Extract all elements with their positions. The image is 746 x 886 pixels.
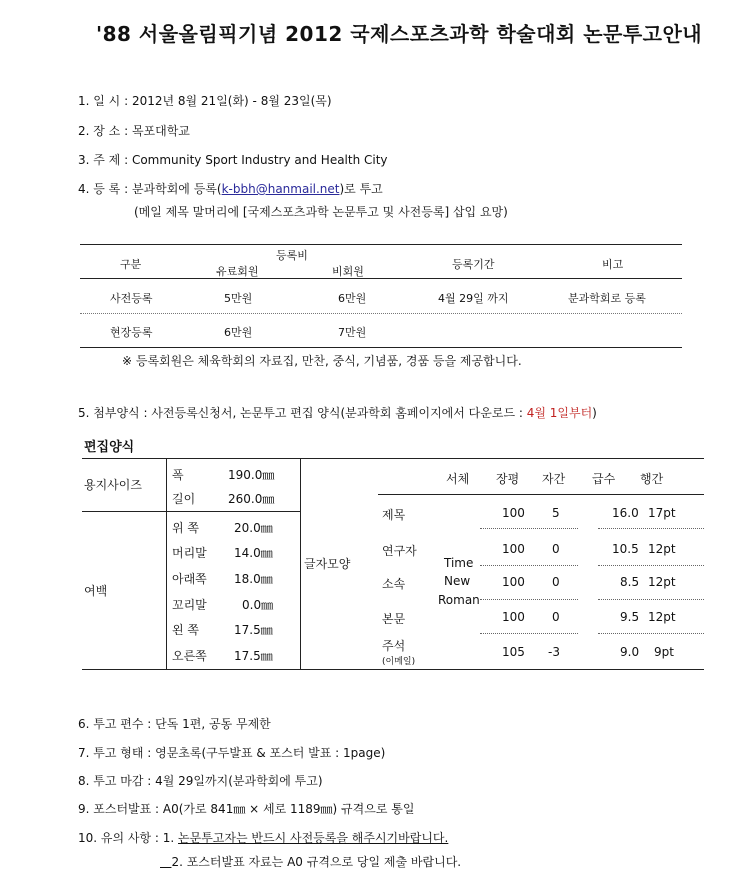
col-font: 서체 [446, 472, 470, 486]
row2-paid: 6만원 [224, 326, 253, 339]
header-paid-member: 유료회원 [216, 265, 259, 278]
row-author-jangpyeong: 100 [502, 542, 525, 556]
format-table [82, 458, 704, 670]
attachments-text: 5. 첨부양식 : 사전등록신청서, 논문투고 편집 양식(분과학회 홈페이지에서 다운로드 : [78, 406, 527, 420]
width-label: 폭 [172, 468, 184, 482]
margin-top-label: 위 쪽 [172, 521, 199, 535]
format-bottom-border [82, 669, 704, 670]
width-value: 190.0㎜ [228, 468, 275, 482]
page-title: '88 서울올림픽기념 2012 국제스포츠과학 학술대회 논문투고안내 [96, 22, 703, 46]
font-row-divider [598, 528, 704, 529]
font-row-divider [480, 565, 578, 566]
item-poster: 9. 포스터발표 : A0(가로 841㎜ × 세로 1189㎜) 규격으로 통일 [78, 802, 415, 816]
row-title-jangpyeong: 100 [502, 506, 525, 520]
font-row-divider [480, 599, 578, 600]
row-footnote-name: 주석 [382, 639, 406, 653]
margin-bottom-label: 아래쪽 [172, 572, 207, 586]
row1-remarks: 분과학회로 등록 [568, 292, 646, 305]
font-name-new: New [444, 574, 471, 588]
font-name-roman: Roman [438, 593, 480, 607]
row-title-spacing: 5 [552, 506, 560, 520]
attachments-suffix: ) [592, 406, 597, 420]
row-title-line: 17pt [648, 506, 676, 520]
format-title: 편집양식 [84, 440, 135, 455]
margin-bottom-value: 18.0㎜ [234, 572, 273, 586]
row-affiliation-line: 12pt [648, 575, 676, 589]
paper-margin-border [82, 511, 300, 512]
table-row-divider [80, 313, 682, 314]
length-value: 260.0㎜ [228, 492, 275, 506]
row1-category: 사전등록 [110, 292, 153, 305]
theme-label: 3. 주 제 : [78, 153, 132, 167]
info-place [78, 122, 190, 139]
row-body-spacing: 0 [552, 610, 560, 624]
header-non-member: 비회원 [332, 265, 364, 278]
row-title-name: 제목 [382, 508, 406, 522]
font-row-divider [480, 633, 578, 634]
paper-size-label: 용지사이즈 [84, 478, 142, 492]
format-divider-mid [300, 458, 301, 669]
row-footnote-jangpyeong: 105 [502, 645, 525, 659]
margin-header-label: 머리말 [172, 546, 207, 560]
row-body-name: 본문 [382, 612, 406, 626]
item-submission-type: 7. 투고 형태 : 영문초록(구두발표 & 포스터 발표 : 1page) [78, 746, 386, 760]
row2-category: 현장등록 [110, 326, 153, 339]
download-date: 4월 1일부터 [526, 406, 593, 420]
margin-header-value: 14.0㎜ [234, 546, 273, 560]
place-value: 목포대학교 [131, 124, 190, 138]
item-submission-deadline: 8. 투고 마감 : 4월 29일까지(분과학회에 투고) [78, 774, 323, 788]
col-spacing: 자간 [542, 472, 566, 486]
notes-label: 10. 유의 사항 : [78, 831, 163, 845]
info-registration [78, 180, 383, 197]
font-shape-label: 글자모양 [304, 557, 351, 571]
col-jangpyeong: 장평 [496, 472, 520, 486]
row-author-size: 10.5 [612, 542, 639, 556]
reg-prefix: 분과학회에 등록( [131, 182, 222, 196]
format-divider-left [166, 458, 167, 669]
row-footnote-spacing: -3 [548, 645, 560, 659]
col-line: 행간 [640, 472, 664, 486]
reg-suffix: )로 투고 [339, 182, 383, 196]
row-body-size: 9.5 [620, 610, 640, 624]
row-affiliation-spacing: 0 [552, 575, 560, 589]
row-footnote-line: 9pt [654, 645, 674, 659]
margin-left-label: 왼 쪽 [172, 623, 199, 637]
row-footnote-note: (이메일) [382, 657, 416, 667]
row-body-jangpyeong: 100 [502, 610, 525, 624]
row-body-line: 12pt [648, 610, 676, 624]
row-footnote-size: 9.0 [620, 645, 640, 659]
row2-non: 7만원 [338, 326, 367, 339]
date-label: 1. 일 시 : [78, 94, 132, 108]
row1-period: 4월 29일 까지 [438, 292, 509, 305]
item-attachments [78, 404, 597, 421]
margin-right-value: 17.5㎜ [234, 649, 273, 663]
font-header-border [378, 494, 704, 495]
row-author-name: 연구자 [382, 544, 417, 558]
font-name-time: Time [444, 556, 474, 570]
margin-right-label: 오른쪽 [172, 649, 207, 663]
header-fee: 등록비 [276, 249, 308, 262]
header-remarks: 비고 [602, 258, 624, 271]
date-value: 2012년 8월 21일(화) - 8월 23일(목) [131, 94, 332, 108]
row1-paid: 5만원 [224, 292, 253, 305]
info-theme [78, 151, 388, 168]
note-2-indent [160, 855, 171, 869]
header-period: 등록기간 [452, 258, 495, 271]
table-bottom-border [80, 347, 682, 348]
note-1-text: 논문투고자는 반드시 사전등록을 해주시기바랍니다. [178, 831, 449, 845]
row-author-line: 12pt [648, 542, 676, 556]
info-date [78, 92, 332, 109]
item-notes [78, 829, 448, 846]
note-1-number: 1. [162, 831, 179, 845]
format-top-border [82, 458, 704, 459]
item-note-2 [160, 853, 461, 870]
item-submission-count: 6. 투고 편수 : 단독 1편, 공동 무제한 [78, 717, 271, 731]
row-affiliation-jangpyeong: 100 [502, 575, 525, 589]
row-affiliation-size: 8.5 [620, 575, 640, 589]
table-top-border [80, 244, 682, 245]
font-row-divider [598, 633, 704, 634]
font-row-divider [480, 528, 578, 529]
table-header-border [80, 278, 682, 279]
margin-footer-value: 0.0㎜ [242, 598, 274, 612]
font-row-divider [598, 565, 704, 566]
row1-non: 6만원 [338, 292, 367, 305]
row-author-spacing: 0 [552, 542, 560, 556]
note-2-text: 2. 포스터발표 자료는 A0 규격으로 당일 제출 바랍니다. [171, 855, 462, 869]
col-size: 급수 [592, 472, 616, 486]
row-affiliation-name: 소속 [382, 577, 406, 591]
margin-left-value: 17.5㎜ [234, 623, 273, 637]
margin-footer-label: 꼬리말 [172, 598, 207, 612]
font-row-divider [598, 599, 704, 600]
registration-note: ※ 등록회원은 체육학회의 자료집, 만찬, 중식, 기념품, 경품 등을 제공합니다. [122, 354, 522, 368]
email-link[interactable]: k-bbh@hanmail.net [221, 182, 340, 196]
length-label: 길이 [172, 492, 196, 506]
place-label: 2. 장 소 : [78, 124, 132, 138]
row-title-size: 16.0 [612, 506, 639, 520]
reg-label: 4. 등 록 : [78, 182, 132, 196]
margin-label: 여백 [84, 584, 108, 598]
theme-value: Community Sport Industry and Health City [131, 153, 388, 167]
reg-subnote: (메일 제목 말머리에 [국제스포츠과학 논문투고 및 사전등록] 삽입 요망) [134, 205, 508, 219]
registration-table [80, 244, 682, 348]
margin-top-value: 20.0㎜ [234, 521, 273, 535]
header-category: 구분 [120, 258, 142, 271]
